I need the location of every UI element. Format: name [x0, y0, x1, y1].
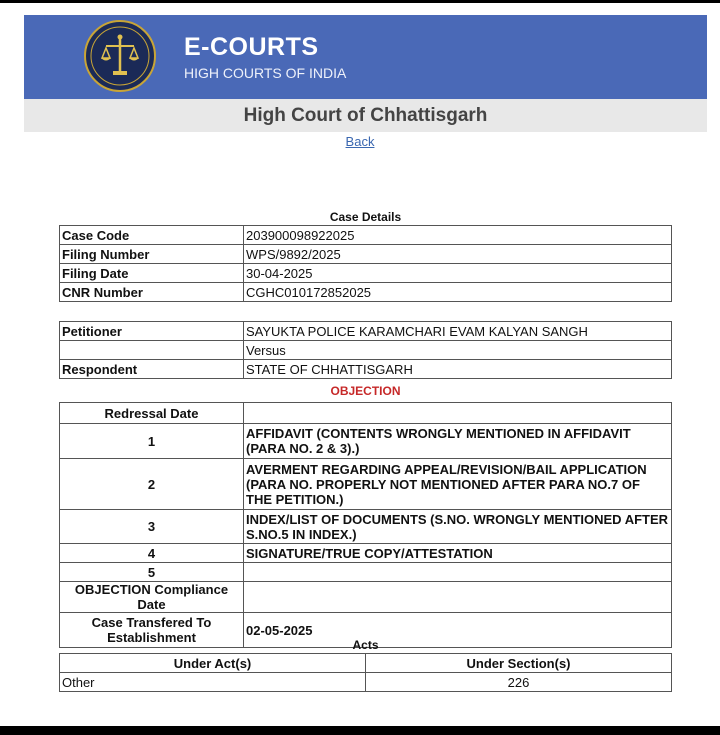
objection-no: 2	[60, 459, 244, 510]
filing-date-value: 30-04-2025	[244, 264, 672, 283]
objection-no: 4	[60, 544, 244, 563]
objection-no: 1	[60, 424, 244, 459]
site-header	[24, 15, 707, 99]
objection-text: AVERMENT REGARDING APPEAL/REVISION/BAIL APPLICATION (PARA NO. PROPERLY NOT MENTIONED AFTER PARA NO.7 OF THE PETITION.)	[244, 459, 672, 510]
objection-text: AFFIDAVIT (CONTENTS WRONGLY MENTIONED IN AFFIDAVIT (PARA NO. 2 & 3).)	[244, 424, 672, 459]
table-row	[60, 283, 672, 302]
case-code-label: Case Code	[60, 226, 244, 245]
emblem-scales-icon	[84, 20, 156, 92]
parties-table	[59, 321, 672, 379]
petitioner-value: SAYUKTA POLICE KARAMCHARI EVAM KALYAN SANGH	[244, 322, 672, 341]
table-row	[60, 403, 672, 424]
table-row	[60, 582, 672, 613]
cnr-number-label: CNR Number	[60, 283, 244, 302]
table-row	[60, 424, 672, 459]
objection-no: 5	[60, 563, 244, 582]
table-row	[60, 245, 672, 264]
redressal-date-label: Redressal Date	[60, 403, 244, 424]
table-row	[60, 226, 672, 245]
case-code-value: 203900098922025	[244, 226, 672, 245]
table-row	[60, 322, 672, 341]
filing-number-label: Filing Number	[60, 245, 244, 264]
acts-table	[59, 653, 672, 692]
back-link-label[interactable]: Back	[345, 134, 375, 149]
objection-no: 3	[60, 510, 244, 544]
table-row	[60, 563, 672, 582]
table-row	[60, 360, 672, 379]
site-subtitle: HIGH COURTS OF INDIA	[184, 65, 347, 81]
court-name: High Court of Chhattisgarh	[24, 99, 707, 132]
compliance-date-label: OBJECTION Compliance Date	[60, 582, 244, 613]
table-row	[60, 673, 672, 692]
versus-text: Versus	[244, 341, 672, 360]
transfer-label: Case Transfered To Establishment	[60, 613, 244, 648]
acts-caption: Acts	[352, 638, 379, 652]
objection-text: INDEX/LIST OF DOCUMENTS (S.NO. WRONGLY MENTIONED AFTER S.NO.5 IN INDEX.)	[244, 510, 672, 544]
objection-text: SIGNATURE/TRUE COPY/ATTESTATION	[244, 544, 672, 563]
objection-caption: OBJECTION	[330, 384, 401, 398]
versus-blank	[60, 341, 244, 360]
case-details-table	[59, 225, 672, 302]
respondent-value: STATE OF CHHATTISGARH	[244, 360, 672, 379]
table-header-row	[60, 654, 672, 673]
table-row	[60, 544, 672, 563]
under-acts-header: Under Act(s)	[60, 654, 366, 673]
petitioner-label: Petitioner	[60, 322, 244, 341]
table-row	[60, 459, 672, 510]
filing-number-value: WPS/9892/2025	[244, 245, 672, 264]
transfer-value: 02-05-2025	[244, 613, 672, 648]
under-sections-header: Under Section(s)	[366, 654, 672, 673]
section-cell: 226	[366, 673, 672, 692]
filing-date-label: Filing Date	[60, 264, 244, 283]
site-title: E-COURTS	[184, 33, 319, 61]
respondent-label: Respondent	[60, 360, 244, 379]
table-row	[60, 264, 672, 283]
case-details-caption: Case Details	[329, 210, 402, 224]
top-edge	[0, 0, 720, 3]
objection-table	[59, 402, 672, 648]
table-row	[60, 341, 672, 360]
cnr-number-value: CGHC010172852025	[244, 283, 672, 302]
objection-text	[244, 563, 672, 582]
table-row	[60, 510, 672, 544]
compliance-date-value	[244, 582, 672, 613]
redressal-date-value	[244, 403, 672, 424]
bottom-edge	[0, 726, 720, 735]
act-cell: Other	[60, 673, 366, 692]
back-link[interactable]	[0, 134, 720, 149]
